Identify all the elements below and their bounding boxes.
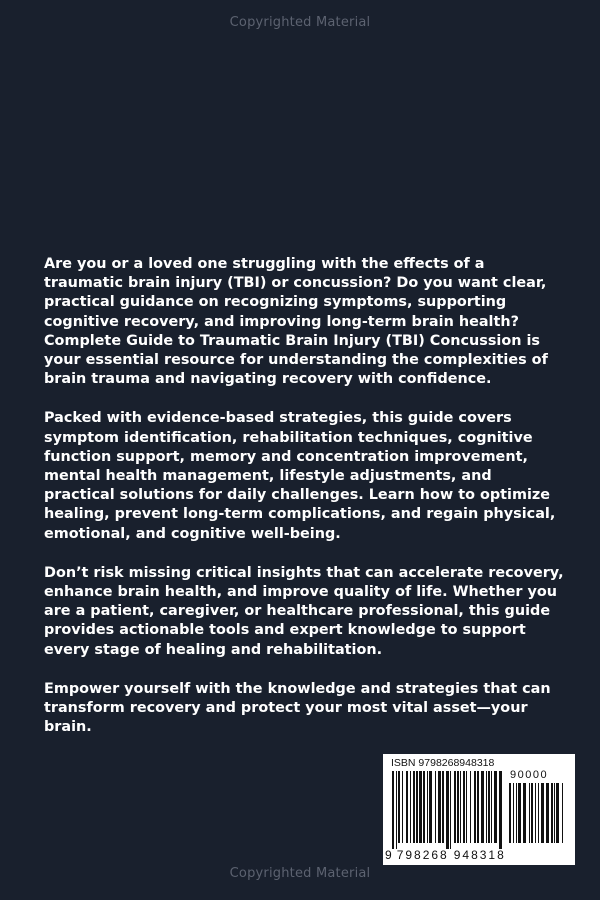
barcode-bar — [396, 771, 397, 849]
barcode-bar — [398, 771, 400, 843]
isbn-digit-lead: 9 — [385, 848, 392, 862]
barcode-bar — [435, 771, 436, 843]
barcode-bar — [556, 783, 559, 843]
barcode-bar — [470, 771, 471, 843]
barcode-bar — [406, 771, 408, 843]
barcode-bar — [429, 771, 432, 843]
barcode-bar — [551, 783, 553, 843]
barcode-bar — [541, 783, 544, 843]
barcode-bar — [546, 783, 549, 843]
barcode-bar — [438, 771, 441, 843]
barcode-bar — [410, 771, 411, 843]
barcode-bar — [474, 771, 476, 843]
barcode-bar — [488, 771, 490, 843]
barcode-bar — [516, 783, 517, 843]
blurb-paragraph-1: Are you or a loved one struggling with the effects of a traumatic brain injury (TBI) or concussion? Do you want clear, practical guidance on recognizing symptoms, supporting cognitive recovery, and improving long-term brain health? Complete Guide to Traumatic Brain Injury (TBI) Concussion is your essential resource for understanding the complexities of brain trauma and navigating recovery with confidence. — [44, 256, 548, 388]
barcode-bar — [491, 771, 492, 843]
barcode-bar — [463, 771, 465, 843]
barcode-bar — [419, 771, 422, 843]
copyright-watermark-top: Copyrighted Material — [229, 15, 371, 30]
barcode-bar — [454, 771, 456, 843]
barcode-bar — [481, 771, 484, 843]
barcode-bar — [518, 783, 521, 843]
barcode-bar — [392, 771, 394, 849]
barcode-bar — [499, 771, 502, 849]
blurb-paragraph-2: Packed with evidence-based strategies, this guide covers symptom identification, rehabilitation techniques, cognitive function support, memory and concentration improvement, mental health management, lifestyle adjustments, and practical solutions for daily challenges. Learn how to optimize healing, prevent long-term complications, and regain physical, emotional, and cognitive well-being. — [44, 410, 556, 542]
isbn-digits-left: 798268 — [396, 848, 449, 862]
ean-barcode-bars — [392, 771, 504, 849]
barcode-bar — [538, 783, 539, 843]
isbn-barcode-digits — [385, 848, 505, 862]
barcode-bar — [535, 783, 536, 843]
barcode-bar — [494, 771, 497, 843]
barcode-bar — [477, 771, 479, 843]
barcode-bar — [554, 783, 555, 843]
barcode-bar — [446, 771, 449, 849]
blurb-paragraph-3: Don’t risk missing critical insights that can accelerate recovery, enhance brain health, and improve quality of life. Whether you are a patient, caregiver, or healthcare professional, this guide provides actionable tools and expert knowledge to support every stage of healing and rehabilitation. — [44, 564, 564, 658]
isbn-digits-right: 948318 — [453, 848, 506, 862]
barcode-bar — [531, 783, 533, 843]
barcode-bar — [513, 783, 514, 843]
barcode-bar — [457, 771, 459, 843]
copyright-watermark-bottom: Copyrighted Material — [229, 866, 371, 881]
barcode-bar — [413, 771, 415, 843]
barcode-bar — [416, 771, 418, 843]
barcode-bar — [427, 771, 428, 843]
barcode-bar — [460, 771, 461, 843]
barcode-bar — [466, 771, 467, 843]
barcode-bar — [509, 783, 511, 843]
back-cover-blurb — [44, 255, 566, 757]
barcode-bar — [486, 771, 487, 843]
blurb-paragraph-4: Empower yourself with the knowledge and strategies that can transform recovery and protect your most vital asset—your brain. — [44, 680, 551, 736]
barcode-bar — [442, 771, 444, 843]
barcode-bar — [450, 771, 451, 849]
barcode-bar — [402, 771, 403, 843]
barcode-bar — [529, 783, 530, 843]
barcode-bar — [562, 783, 563, 843]
addon-barcode-bars — [509, 783, 567, 849]
addon-price-digits: 90000 — [510, 769, 549, 781]
isbn-barcode-box — [383, 754, 575, 865]
barcode-bar — [423, 771, 425, 843]
isbn-label: ISBN 9798268948318 — [391, 757, 495, 769]
barcode-bar — [523, 783, 526, 843]
